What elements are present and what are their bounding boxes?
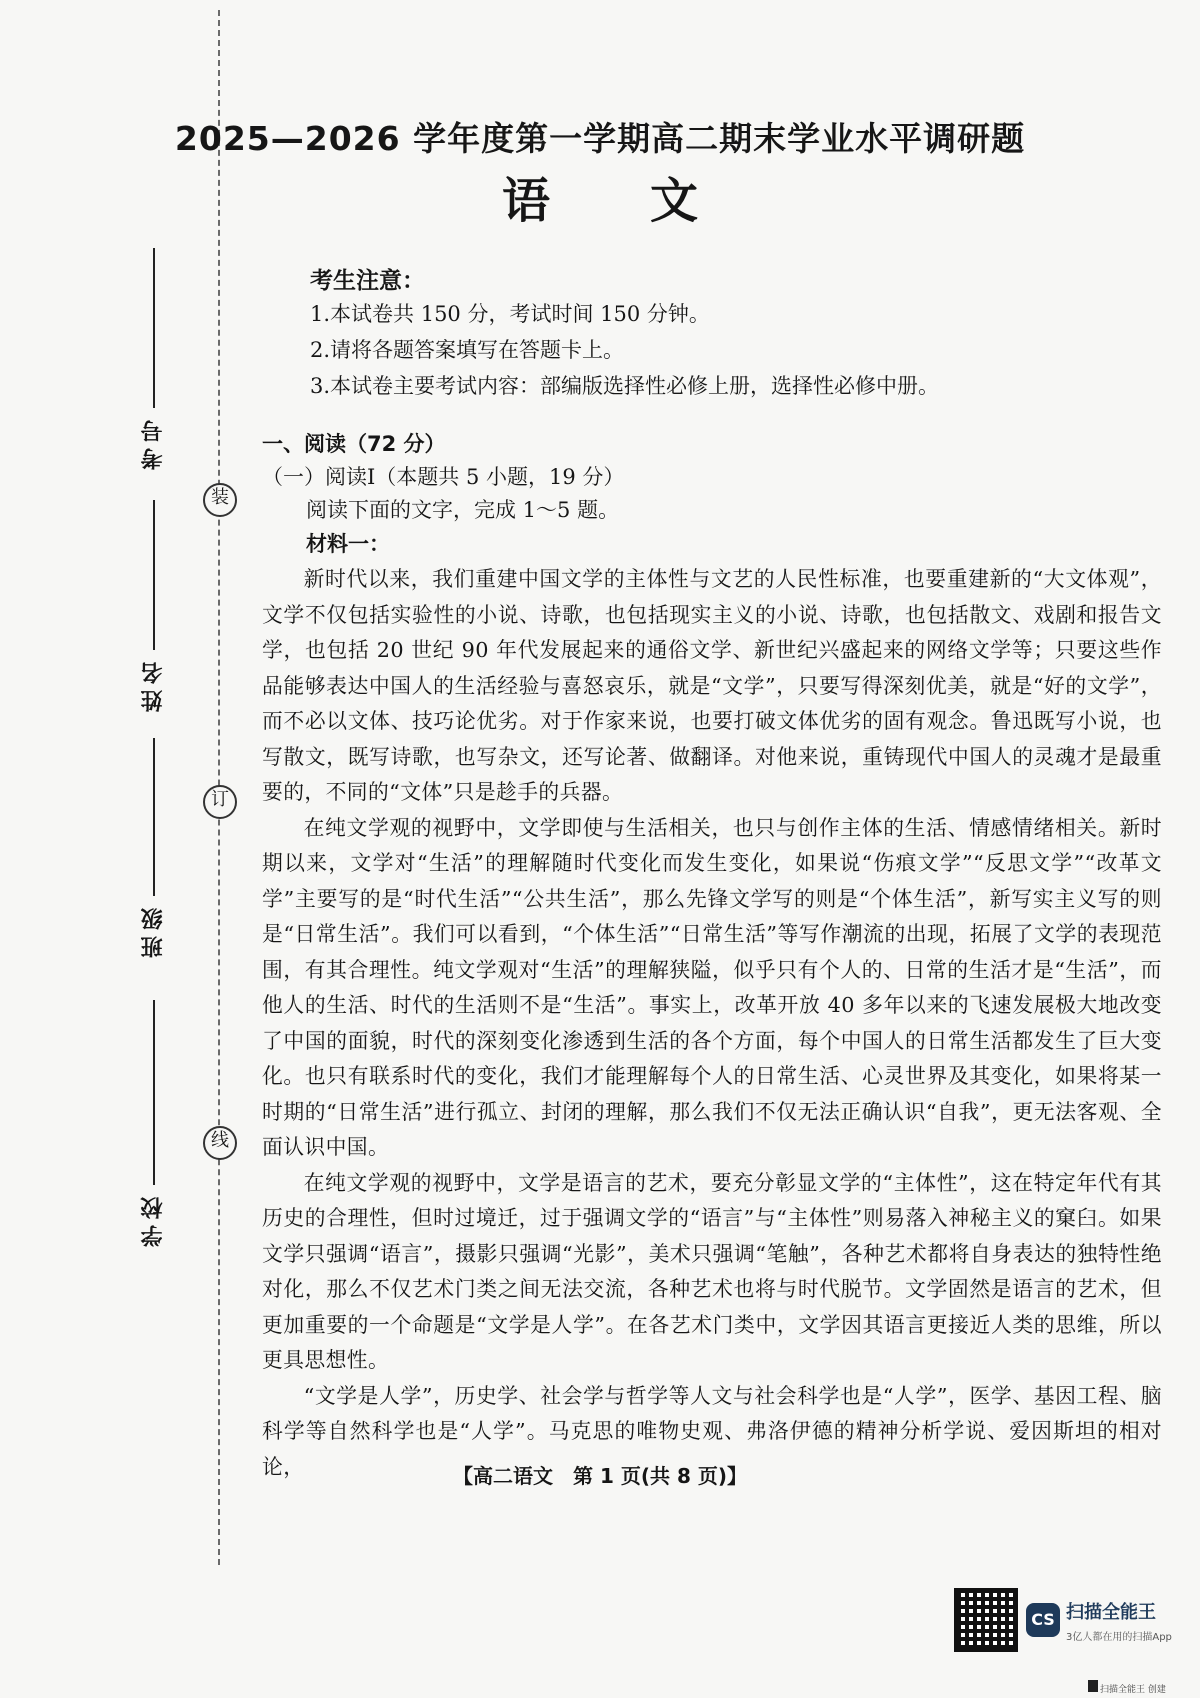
scanner-name: 扫描全能王	[1066, 1601, 1156, 1623]
mini-qr-icon	[1088, 1680, 1098, 1692]
binding-mark-ding: 订	[203, 785, 237, 819]
notice-list	[310, 296, 939, 404]
passage-paragraph: 新时代以来，我们重建中国文学的主体性与文艺的人民性标准，也要重建新的“大文体观”，文学不仅包括实验性的小说、诗歌，也包括现实主义的小说、诗歌，也包括散文、戏剧和报告文学，也包括 20 世纪 90 年代发展起来的通俗文学、新世纪兴盛起来的网络文学等；只要这些作品能够表达中国人的生活经验与喜怒哀乐，就是“文学”，只要写得深刻优美，就是“好的文学”，而不必以文体、技巧论优劣。对于作家来说，也要打破文体优劣的固有观念。鲁迅既写小说，也写散文，既写诗歌，也写杂文，还写论著、做翻译。对他来说，重铸现代中国人的灵魂才是最重要的，不同的“文体”只是趁手的兵器。	[262, 567, 1162, 804]
class-field	[138, 738, 169, 958]
qr-code-icon	[954, 1588, 1018, 1652]
school-field	[138, 1000, 169, 1247]
scanner-note: 扫描全能王 创建	[1100, 1685, 1166, 1695]
passage-paragraph: “文学是人学”，历史学、社会学与哲学等人文与社会科学也是“人学”，医学、基因工程、脑科学等自然科学也是“人学”。马克思的唯物史观、弗洛伊德的精神分析学说、爱因斯坦的相对论，	[262, 1383, 1162, 1479]
school-label: 学校	[141, 1191, 166, 1247]
reading-passage	[262, 562, 1162, 1485]
passage-paragraph: 在纯文学观的视野中，文学是语言的艺术，要充分彰显文学的“主体性”，这在特定年代有其历史的合理性，但时过境迁，过于强调文学的“语言”与“主体性”则易落入神秘主义的窠臼。如果文学只强调“语言”，摄影只强调“光影”，美术只强调“笔触”，各种艺术都将自身表达的独特性绝对化，那么不仅艺术门类之间无法交流，各种艺术也将与时代脱节。文学固然是语言的艺术，但更加重要的一个命题是“文学是人学”。在各艺术门类中，文学因其语言更接近人类的思维，所以更具思想性。	[262, 1170, 1162, 1372]
subject-title: 语文	[501, 173, 798, 229]
name-label: 姓名	[141, 656, 166, 712]
name-field	[138, 500, 169, 712]
notice-title: 考生注意：	[310, 268, 425, 294]
binding-mark-zhuang: 装	[203, 483, 237, 517]
page-footer: 【高二语文 第 1 页(共 8 页)】	[453, 1464, 747, 1488]
scanner-text	[1066, 1598, 1172, 1643]
reading-instruction: 阅读下面的文字，完成 1～5 题。	[306, 498, 620, 522]
notice-item: 3.本试卷主要考试内容：部编版选择性必修上册，选择性必修中册。	[310, 374, 940, 398]
exam-number-label: 考号	[141, 414, 166, 470]
scanner-watermark	[954, 1588, 1172, 1652]
exam-title: 2025—2026 学年度第一学期高二期末学业水平调研题	[174, 119, 1026, 158]
cs-logo-icon: CS	[1026, 1603, 1060, 1637]
scanner-tagline: 3亿人都在用的扫描App	[1066, 1631, 1172, 1643]
exam-number-field	[138, 248, 169, 470]
section-heading: 一、阅读（72 分）	[262, 432, 446, 456]
notice-item: 1.本试卷共 150 分，考试时间 150 分钟。	[310, 302, 710, 326]
material-label: 材料一：	[306, 532, 390, 556]
passage-paragraph: 在纯文学观的视野中，文学即使与生活相关，也只与创作主体的生活、情感情绪相关。新时期以来，文学对“生活”的理解随时代变化而发生变化，如果说“伤痕文学”“反思文学”“改革文学”主要写的是“时代生活”“公共生活”，那么先锋文学写的则是“个体生活”，新写实主义写的则是“日常生活”。我们可以看到，“个体生活”“日常生活”等写作潮流的出现，拓展了文学的表现范围，有其合理性。纯文学观对“生活”的理解狭隘，似乎只有个人的、日常的生活才是“生活”，而他人的生活、时代的生活则不是“生活”。事实上，改革开放 40 多年以来的飞速发展极大地改变了中国的面貌，时代的深刻变化渗透到生活的各个方面，每个中国人的日常生活都发生了巨大变化。也只有联系时代的变化，我们才能理解每个人的日常生活、心灵世界及其变化，如果将某一时期的“日常生活”进行孤立、封闭的理解，那么我们不仅无法正确认识“自我”，更无法客观、全面认识中国。	[262, 815, 1162, 1159]
class-label: 班级	[141, 902, 166, 958]
subsection-heading: （一）阅读Ⅰ（本题共 5 小题，19 分）	[262, 465, 625, 489]
binding-mark-xian: 线	[203, 1126, 237, 1160]
notice-item: 2.请将各题答案填写在答题卡上。	[310, 338, 625, 362]
